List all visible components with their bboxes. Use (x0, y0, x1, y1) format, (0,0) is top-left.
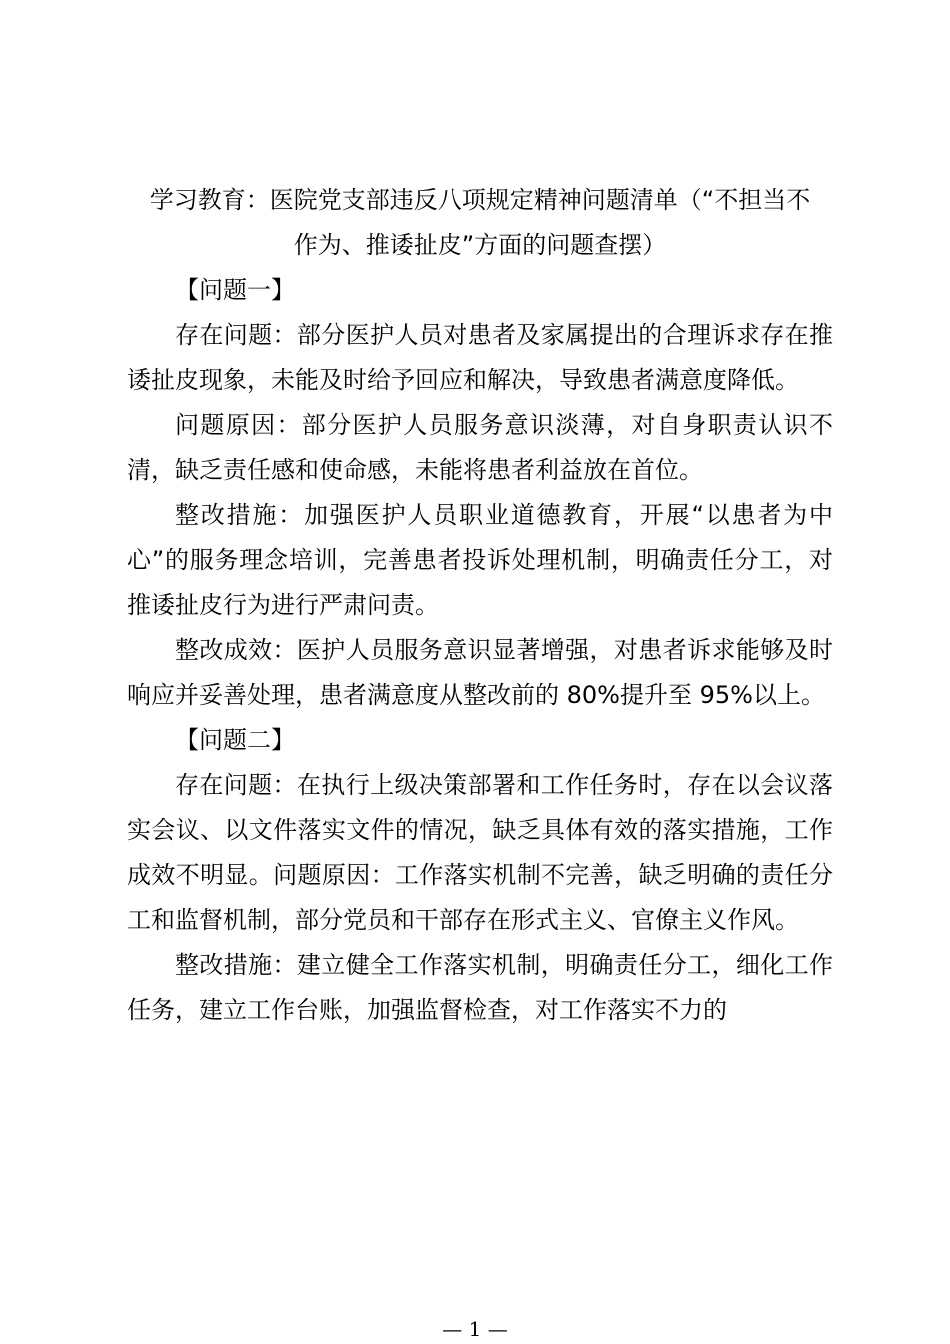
section-heading: 【问题一】 (175, 276, 295, 304)
existing-problem-paragraph: 存在问题：在执行上级决策部署和工作任务时，存在以会议落实会议、以文件落实文件的情况，缺乏具体有效的落实措施，工作成效不明显。问题原因：工作落实机制不完善，缺乏明确的责任分工和监督机制，部分党员和干部存在形式主义、官僚主义作风。 (127, 771, 833, 934)
problem-cause-paragraph: 问题原因：部分医护人员服务意识淡薄，对自身职责认识不清，缺乏责任感和使命感，未能将患者利益放在首位。 (127, 411, 833, 484)
section-issue-2 (127, 718, 833, 1033)
document-title-line-2: 作为、推诿扯皮”方面的问题查摆） (293, 231, 667, 259)
document-title-line-1: 学习教育：医院党支部违反八项规定精神问题清单（“不担当不 (149, 186, 811, 214)
rectification-measures-paragraph: 整改措施：加强医护人员职业道德教育，开展“以患者为中心”的服务理念培训，完善患者投诉处理机制，明确责任分工，对推诿扯皮行为进行严肃问责。 (127, 501, 833, 619)
rectification-results-paragraph: 整改成效：医护人员服务意识显著增强，对患者诉求能够及时响应并妥善处理，患者满意度从整改前的 80%提升至 95%以上。 (127, 636, 833, 709)
section-heading: 【问题二】 (175, 726, 295, 754)
existing-problem-paragraph: 存在问题：部分医护人员对患者及家属提出的合理诉求存在推诿扯皮现象，未能及时给予回应和解决，导致患者满意度降低。 (127, 321, 833, 394)
document-body (127, 178, 833, 1033)
rectification-measures-paragraph: 整改措施：建立健全工作落实机制，明确责任分工，细化工作任务，建立工作台账，加强监督检查，对工作落实不力的 (127, 951, 833, 1024)
document-title (127, 178, 833, 268)
page-number: — 1 — (442, 1317, 508, 1341)
section-issue-1 (127, 268, 833, 718)
